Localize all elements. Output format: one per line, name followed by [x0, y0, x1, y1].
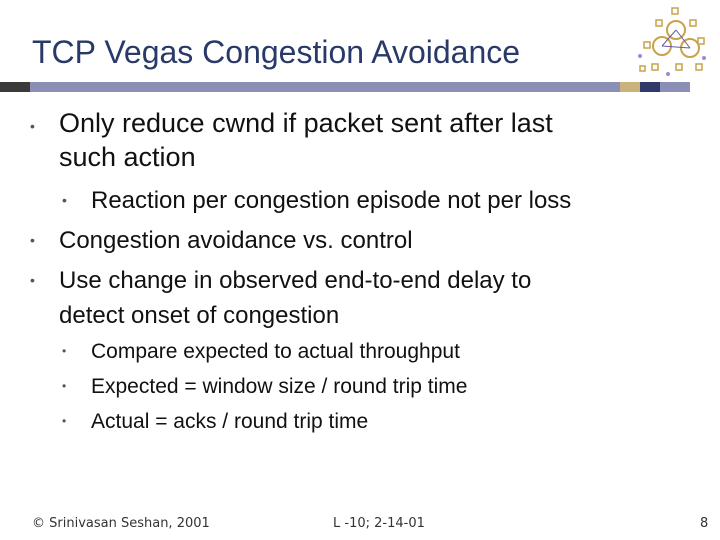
bullet-3-line-1: Use change in observed end-to-end delay to — [59, 267, 532, 294]
bullet-1-line-1: Only reduce cwnd if packet sent after last — [59, 108, 553, 138]
footer-copyright: © Srinivasan Seshan, 2001 — [32, 516, 210, 531]
bullet-3-sub-1: Compare expected to actual throughput — [91, 340, 460, 363]
bullet-icon: • — [62, 344, 67, 358]
bullet-1-sub-1: Reaction per congestion episode not per loss — [91, 187, 572, 214]
bullet-icon: • — [62, 414, 67, 428]
footer-lecture-date: L -10; 2-14-01 — [333, 516, 425, 531]
bullet-3-sub-3: Actual = acks / round trip time — [91, 410, 369, 433]
bullet-icon: • — [30, 118, 35, 134]
bullet-3-sub-2: Expected = window size / round trip time — [91, 375, 468, 398]
bullet-2: Congestion avoidance vs. control — [59, 227, 413, 254]
bullet-icon: • — [62, 379, 67, 393]
page-number: 8 — [700, 516, 709, 531]
bullet-icon: • — [62, 192, 67, 208]
slide-title: TCP Vegas Congestion Avoidance — [32, 34, 521, 70]
bullet-icon: • — [30, 272, 35, 288]
bullet-3-line-2: detect onset of congestion — [59, 302, 340, 329]
bullet-1-line-2: such action — [59, 142, 196, 172]
bullet-icon: • — [30, 232, 35, 248]
